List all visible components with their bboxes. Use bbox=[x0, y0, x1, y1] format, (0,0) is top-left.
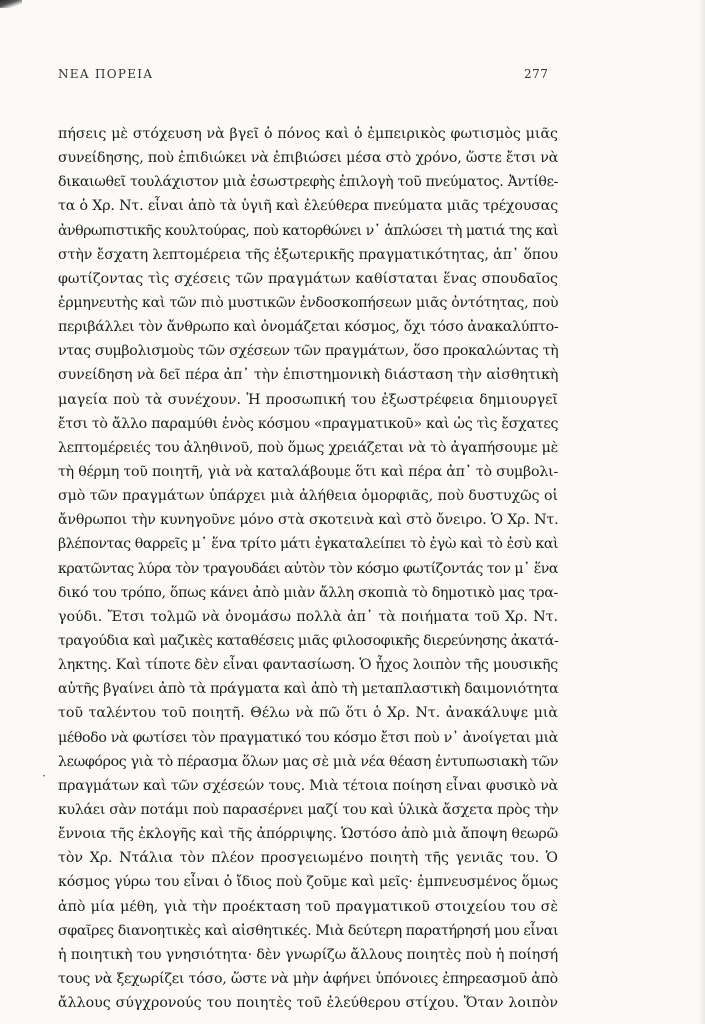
text-line: ἔτσι τὸ ἄλλο παραμύθι ἑνὸς κόσμου «πραγματικοῦ» καὶ ὡς τὶς ἔσχατες bbox=[58, 415, 559, 432]
text-line: τραγούδια καὶ μαζικὲς καταθέσεις μιᾶς φιλοσοφικῆς διερεύνησης ἀκατά- bbox=[58, 632, 559, 649]
text-line: κυλάει σὰν ποτάμι ποὺ παρασέρνει μαζί του καὶ ὑλικὰ ἄσχετα πρὸς τὴν bbox=[58, 801, 559, 818]
text-line: συνείδησης, ποὺ ἐπιδιώκει νὰ ἐπιβιώσει μέσα στὸ χρόνο, ὥστε ἔτσι νὰ bbox=[58, 150, 559, 167]
text-line: δικό του τρόπο, ὅπως κάνει ἀπὸ μιὰν ἄλλη σκοπιὰ τὸ δημοτικὸ μας τρα- bbox=[58, 584, 558, 601]
text-line: δικαιωθεῖ τουλάχιστον μιὰ ἐσωστρεφὴς ἐπιλογὴ τοῦ πνεύματος. Ἀντίθε- bbox=[58, 174, 558, 191]
text-line: ἄνθρωποι τὴν κυνηγοῦνε μόνο στὰ σκοτεινὰ καὶ στὸ ὄνειρο. Ὁ Χρ. Ντ. bbox=[58, 512, 559, 529]
text-line: πήσεις μὲ στόχευση νὰ βγεῖ ὁ πόνος καὶ ὁ ἐμπειρικὸς φωτισμὸς μιᾶς bbox=[58, 126, 558, 142]
text-line: τὸν Χρ. Ντάλια τὸν πλέον προσγειωμένο ποιητὴ τῆς γενιᾶς του. Ὁ bbox=[58, 850, 558, 867]
text-line: ἀπὸ μία μέθη, γιὰ τὴν προέκταση τοῦ πραγματικοῦ στοιχείου του σὲ bbox=[58, 898, 558, 915]
text-line: πραγμάτων καὶ τῶν σχέσεών τους. Μιὰ τέτοια ποίηση εἶναι φυσικὸ νὰ bbox=[58, 777, 558, 794]
text-line: κόσμος γύρω του εἶναι ὁ ἴδιος ποὺ ζοῦμε καὶ μεῖς· ἐμπνευσμένος ὅμως bbox=[58, 874, 558, 891]
text-line: σφαῖρες διανοητικὲς καὶ αἰσθητικές. Μιὰ δεύτερη παρατήρησή μου εἶναι bbox=[58, 922, 559, 939]
text-line: βλέποντας θαρρεῖς μ᾽ ἕνα τρίτο μάτι ἐγκαταλείπει τὸ ἐγὼ καὶ τὸ ἐσὺ καὶ bbox=[58, 536, 559, 553]
text-line: μαγεία ποὺ τὰ συνέχουν. Ἡ προσωπική του ἐξωστρέφεια δημιουργεῖ bbox=[58, 391, 558, 408]
text-line: ἀνθρωπιστικῆς κουλτούρας, ποὺ κατορθώνει ν᾽ ἁπλώσει τὴ ματιά της καὶ bbox=[58, 222, 558, 239]
text-line: στὴν ἔσχατη λεπτομέρεια τῆς ἐξωτερικῆς πραγματικότητας, ἀπ᾽ ὅπου bbox=[58, 246, 558, 263]
page-edge-shadow bbox=[699, 0, 705, 1024]
text-line: κρατῶντας λύρα τὸν τραγουδάει αὐτὸν τὸν κόσμο φωτίζοντάς τον μ᾽ ἕνα bbox=[58, 560, 558, 577]
text-line: τα ὁ Χρ. Ντ. εἶναι ἀπὸ τὰ ὑγιῆ καὶ ἐλεύθερα πνεύματα μιᾶς τρέχουσας bbox=[58, 198, 558, 215]
text-line: μέθοδο νὰ φωτίσει τὸν πραγματικό του κόσμο ἔτσι ποὺ ν᾽ ἀνοίγεται μιὰ bbox=[58, 729, 558, 746]
text-line: τους νὰ ξεχωρίζει τόσο, ὥστε νὰ μὴν ἀφήνει ὑπόνοιες ἐπηρεασμοῦ ἀπὸ bbox=[58, 970, 558, 987]
margin-mark: · bbox=[42, 769, 46, 783]
text-line: συνείδηση νὰ δεῖ πέρα ἀπ᾽ τὴν ἐπιστημονικὴ διάσταση τὴν αἰσθητικὴ bbox=[58, 367, 559, 384]
text-line: λεπτομέρειές του ἀληθινοῦ, ποὺ ὅμως χρειάζεται νὰ τὸ ἀγαπήσουμε μὲ bbox=[58, 439, 558, 456]
text-line: ἡ ποιητικὴ του γνησιότητα· δὲν γνωρίζω ἄλλους ποιητὲς ποὺ ἡ ποίησή bbox=[58, 946, 558, 963]
text-line: γούδι. Ἔτσι τολμῶ νὰ ὀνομάσω πολλὰ ἀπ᾽ τὰ ποιήματα τοῦ Χρ. Ντ. bbox=[58, 608, 558, 625]
text-line: σμὸ τῶν πραγμάτων ὑπάρχει μιὰ ἀλήθεια ὀμορφιᾶς, ποὺ δυστυχῶς οἱ bbox=[58, 488, 558, 505]
text-line: περιβάλλει τὸν ἄνθρωπο καὶ ὀνομάζεται κόσμος, ὄχι τόσο ἀνακαλύπτο- bbox=[58, 319, 559, 336]
running-head: ΝΕΑ ΠΟΡΕΙΑ bbox=[58, 67, 154, 81]
text-line: τοῦ ταλέντου τοῦ ποιητῆ. Θέλω νὰ πῶ ὅτι ὁ Χρ. Ντ. ἀνακάλυψε μιὰ bbox=[58, 705, 558, 722]
text-line: τὴ θέρμη τοῦ ποιητῆ, γιὰ νὰ καταλάβουμε ὅτι καὶ πέρα ἀπ᾽ τὸ συμβολι- bbox=[58, 463, 559, 480]
text-line: αὐτῆς βγαίνει ἀπὸ τὰ πράγματα καὶ ἀπὸ τὴ μεταπλαστικὴ δαιμονιότητα bbox=[58, 681, 559, 698]
scan-corner-shadow bbox=[0, 0, 22, 8]
text-line: ἄλλους σύγχρονούς του ποιητὲς τοῦ ἐλεύθερου στίχου. Ὅταν λοιπὸν bbox=[58, 995, 558, 1012]
text-line: λεωφόρος γιὰ τὸ πέρασμα ὅλων μας σὲ μιὰ νέα θέαση ἐντυπωσιακὴ τῶν bbox=[58, 753, 559, 770]
page-number: 277 bbox=[524, 67, 549, 81]
text-line: φωτίζοντας τὶς σχέσεις τῶν πραγμάτων καθίσταται ἕνας σπουδαῖος bbox=[58, 270, 558, 287]
text-line: ντας συμβολισμοὺς τῶν σχέσεων τῶν πραγμάτων, ὅσο προκαλώντας τὴ bbox=[58, 343, 559, 360]
text-line: ἑρμηνευτὴς καὶ τῶν πιὸ μυστικῶν ἐνδοσκοπήσεων μιᾶς ὀντότητας, ποὺ bbox=[58, 294, 559, 311]
text-line: ληκτης. Καὶ τίποτε δὲν εἶναι φαντασίωση. Ὁ ἦχος λοιπὸν τῆς μουσικῆς bbox=[58, 657, 558, 674]
body-text bbox=[58, 122, 558, 1015]
text-line: ἔννοια τῆς ἐκλογῆς καὶ τῆς ἀπόρριψης. Ὡστόσο ἀπὸ μιὰ ἄποψη θεωρῶ bbox=[58, 826, 558, 843]
